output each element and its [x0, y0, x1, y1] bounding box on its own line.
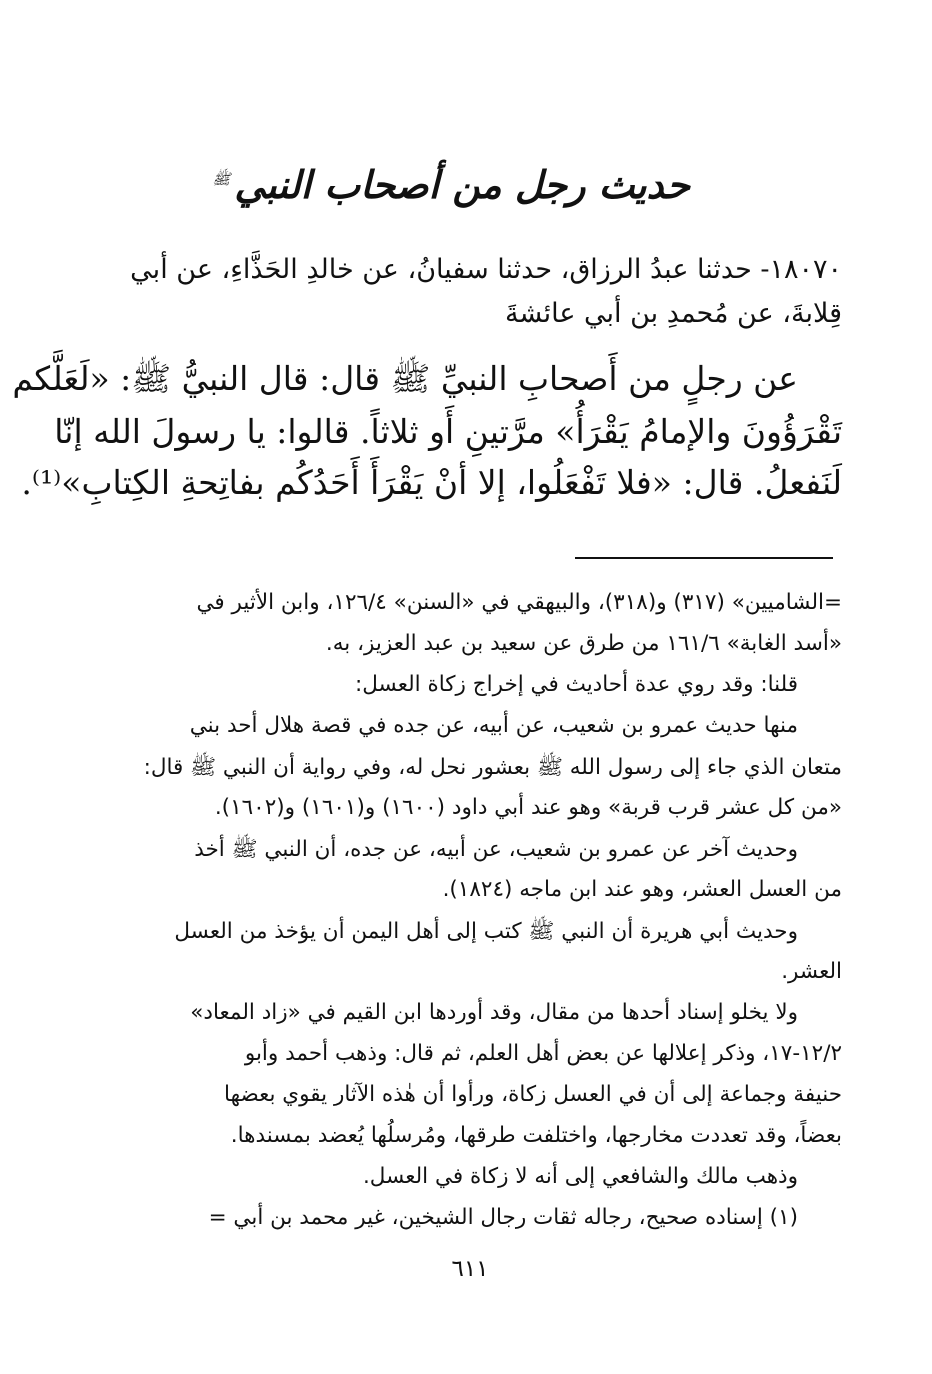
isnad-line-2: قِلابةَ، عن مُحمدِ بن أبي عائشةَ — [505, 298, 842, 329]
footnote-separator — [575, 557, 833, 559]
matn-line-1: عن رجلٍ من أَصحابِ النبيِّ ﷺ قال: قال النبيُّ ﷺ: «لَعَلَّكم — [12, 359, 798, 398]
footnote-line-11: ولا يخلو إسناد أحدها من مقال، وقد أوردها ابن القيم في «زاد المعاد» — [190, 1000, 798, 1025]
chapter-title-text: حديث رجل من أصحاب النبي — [234, 162, 690, 207]
matn-line-3: لَنَفعلُ. قال: «فلا تَفْعَلُوا، إلا أنْ يَقْرَأَ أَحَدُكُم بفاتِحةِ الكِتابِ»⁽¹⁾. — [21, 463, 842, 502]
page-number: ٦١١ — [451, 1256, 489, 1282]
footnote-line-15: وذهب مالك والشافعي إلى أنه لا زكاة في العسل. — [362, 1164, 798, 1189]
footnote-line-3: قلنا: وقد روي عدة أحاديث في إخراج زكاة العسل: — [355, 672, 798, 697]
footnote-line-7: وحديث آخر عن عمرو بن شعيب، عن أبيه، عن جده، أن النبي ﷺ أخذ — [194, 837, 798, 862]
chapter-title — [212, 162, 690, 207]
footnote-line-13: حنيفة وجماعة إلى أن في العسل زكاة، ورأوا أن هٰذه الآثار يقوي بعضها — [224, 1082, 842, 1107]
footnote-line-8: من العسل العشر، وهو عند ابن ماجه (١٨٢٤). — [442, 877, 842, 902]
footnote-line-10: العشر. — [781, 959, 842, 984]
footnote-line-12: ١٢/٢-١٧، وذكر إعلالها عن بعض أهل العلم، ثم قال: وذهب أحمد وأبو — [244, 1041, 842, 1066]
footnote-line-5: متعان الذي جاء إلى رسول الله ﷺ بعشور نحل له، وفي رواية أن النبي ﷺ قال: — [143, 755, 842, 780]
footnote-line-6: «من كل عشر قرب قربة» وهو عند أبي داود (١٦٠٠) و(١٦٠١) و(١٦٠٢). — [214, 795, 842, 820]
footnote-line-14: بعضاً، وقد تعددت مخارجها، واختلفت طرقها، ومُرسلُها يُعضد بمسندها. — [230, 1123, 842, 1148]
honorific-mark: ﷺ — [212, 170, 231, 189]
isnad-line-1: ١٨٠٧٠- حدثنا عبدُ الرزاق، حدثنا سفيانُ، عن خالدِ الحَذَّاءِ، عن أبي — [130, 254, 842, 285]
footnote-line-2: «أسد الغابة» ١٦١/٦ من طرق عن سعيد بن عبد العزيز، به. — [325, 631, 842, 656]
footnote-line-1: =الشاميين» (٣١٧) و(٣١٨)، والبيهقي في «السنن» ١٢٦/٤، وابن الأثير في — [196, 590, 842, 615]
footnote-line-9: وحديث أبي هريرة أن النبي ﷺ كتب إلى أهل اليمن أن يؤخذ من العسل — [174, 919, 798, 944]
matn-line-2: تَقْرَؤُونَ والإمامُ يَقْرَأُ» مرَّتينِ أَو ثلاثاً. قالوا: يا رسولَ الله إنّا — [54, 412, 842, 451]
footnote-line-4: منها حديث عمرو بن شعيب، عن أبيه، عن جده في قصة هلال أحد بني — [189, 713, 798, 738]
footnote-line-16: (١) إسناده صحيح، رجاله ثقات رجال الشيخين، غير محمد بن أبي = — [208, 1205, 798, 1230]
